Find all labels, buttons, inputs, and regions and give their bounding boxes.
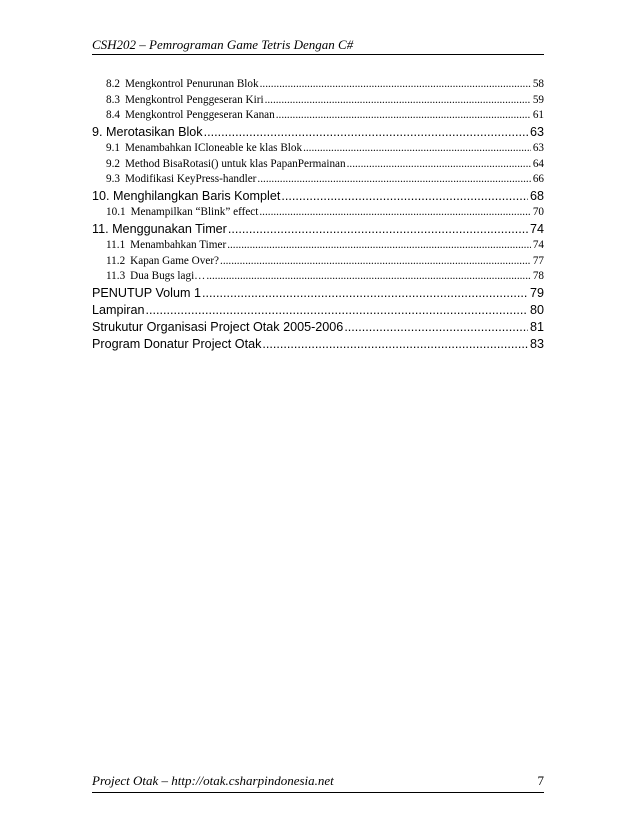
toc-entry-label: Menampilkan “Blink” effect — [130, 206, 259, 219]
toc-entry-label: Kapan Game Over? — [130, 254, 220, 267]
header-rule — [92, 54, 544, 55]
toc-entry-number: 9.1 — [106, 142, 120, 155]
dot-leader — [257, 173, 530, 185]
toc-section-entry[interactable] — [92, 94, 544, 110]
toc-entry-page: 70 — [532, 206, 544, 219]
toc-entry-number: 11.2 — [106, 254, 126, 267]
toc-entry-label: Dua Bugs lagi… — [130, 270, 206, 283]
toc-entry-page: 58 — [532, 78, 544, 90]
toc-entry-label: Mengkontrol Penurunan Blok — [124, 78, 259, 90]
toc-entry-number: 11.1 — [106, 238, 126, 251]
dot-leader — [262, 337, 528, 351]
toc-entry-label: Lampiran — [92, 302, 145, 317]
toc-entry-label: Strukutur Organisasi Project Otak 2005-2006 — [92, 319, 344, 334]
toc-chapter-entry[interactable] — [92, 337, 544, 354]
toc-entry-page: 77 — [532, 254, 544, 267]
toc-chapter-entry[interactable] — [92, 320, 544, 337]
toc-chapter-entry[interactable] — [92, 222, 544, 239]
toc-entry-page: 59 — [532, 93, 544, 106]
toc-entry-page: 74 — [529, 221, 544, 236]
dot-leader — [303, 142, 531, 154]
toc-entry-page: 78 — [532, 270, 544, 283]
footer-source: Project Otak – http://otak.csharpindonesia.net — [92, 773, 334, 788]
toc-entry-page: 64 — [532, 157, 544, 170]
toc-entry-page: 61 — [532, 109, 544, 122]
toc-entry-label: Mengkontrol Penggeseran Kanan — [124, 109, 275, 122]
dot-leader — [276, 109, 531, 121]
toc-section-entry[interactable] — [92, 173, 544, 189]
toc-entry-number: 9.3 — [106, 173, 120, 186]
dot-leader — [260, 78, 531, 90]
toc-section-entry[interactable] — [92, 255, 544, 271]
toc-chapter-entry[interactable] — [92, 286, 544, 303]
toc-entry-page: 80 — [529, 302, 544, 317]
toc-section-entry[interactable] — [92, 109, 544, 125]
dot-leader — [281, 189, 528, 203]
dot-leader — [344, 320, 528, 334]
toc-entry-number: 8.4 — [106, 109, 120, 122]
dot-leader — [146, 303, 528, 317]
table-of-contents — [92, 78, 544, 354]
toc-entry-page: 79 — [529, 285, 544, 300]
toc-entry-label: Method BisaRotasi() untuk klas PapanPermainan — [124, 157, 346, 170]
running-header: CSH202 – Pemrograman Game Tetris Dengan C# — [92, 37, 354, 52]
dot-leader — [202, 286, 528, 300]
toc-section-entry[interactable] — [92, 158, 544, 174]
toc-entry-number: 9.2 — [106, 157, 120, 170]
toc-entry-page: 63 — [529, 125, 544, 140]
toc-entry-page: 68 — [529, 189, 544, 204]
footer-rule — [92, 792, 544, 793]
toc-section-entry[interactable] — [92, 206, 544, 222]
toc-entry-page: 74 — [532, 238, 544, 251]
dot-leader — [204, 125, 528, 139]
toc-entry-label: 9. Merotasikan Blok — [92, 125, 203, 140]
toc-chapter-entry[interactable] — [92, 303, 544, 320]
toc-entry-label: Mengkontrol Penggeseran Kiri — [124, 93, 264, 106]
toc-section-entry[interactable] — [92, 78, 544, 94]
toc-entry-page: 81 — [529, 319, 544, 334]
toc-entry-page: 66 — [532, 173, 544, 186]
toc-entry-label: Menambahkan ICloneable ke klas Blok — [124, 142, 303, 155]
page-number: 7 — [537, 773, 544, 788]
dot-leader — [347, 158, 531, 170]
toc-chapter-entry[interactable] — [92, 189, 544, 206]
toc-section-entry[interactable] — [92, 142, 544, 158]
toc-entry-label: PENUTUP Volum 1 — [92, 285, 201, 300]
toc-entry-number: 8.2 — [106, 78, 120, 90]
dot-leader — [206, 270, 530, 282]
toc-entry-label: Modifikasi KeyPress-handler — [124, 173, 257, 186]
toc-entry-page: 83 — [529, 336, 544, 351]
toc-section-entry[interactable] — [92, 270, 544, 286]
dot-leader — [228, 222, 528, 236]
dot-leader — [265, 94, 531, 106]
toc-entry-number: 11.3 — [106, 270, 126, 283]
dot-leader — [227, 239, 531, 251]
toc-entry-number: 10.1 — [106, 206, 126, 219]
toc-entry-label: 10. Menghilangkan Baris Komplet — [92, 189, 281, 204]
dot-leader — [259, 206, 530, 218]
toc-entry-label: Program Donatur Project Otak — [92, 336, 262, 351]
toc-entry-label: Menambahkan Timer — [130, 238, 227, 251]
toc-entry-number: 8.3 — [106, 93, 120, 106]
toc-section-entry[interactable] — [92, 239, 544, 255]
toc-entry-page: 63 — [532, 142, 544, 155]
dot-leader — [220, 255, 531, 267]
running-footer — [92, 773, 544, 789]
toc-chapter-entry[interactable] — [92, 125, 544, 142]
toc-entry-label: 11. Menggunakan Timer — [92, 221, 227, 236]
